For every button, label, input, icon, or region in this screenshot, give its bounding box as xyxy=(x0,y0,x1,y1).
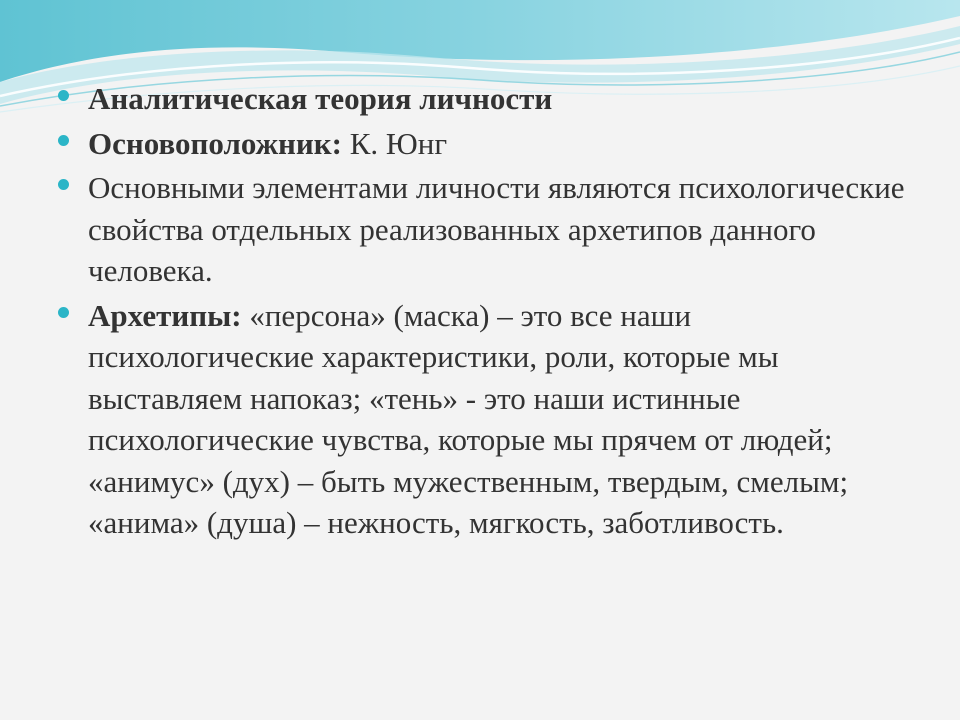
bullet-bold-text: Архетипы: xyxy=(88,297,242,333)
bullet-item-theory xyxy=(58,78,918,120)
bullet-text: «персона» (маска) – это все наши психологические характеристики, роли, которые мы выставляем напоказ; «тень» - это наши истинные психологические чувства, которые мы прячем от людей; «анимус» (дух) – быть мужественным, твердым, смелым; «анима» (душа) – нежность, мягкость, заботливость. xyxy=(88,297,849,540)
bullet-item-elements xyxy=(58,167,918,292)
bullet-dot-icon xyxy=(58,90,69,101)
bullet-dot-icon xyxy=(58,307,69,318)
bullet-text: Основными элементами личности являются психологические свойства отдельных реализованных архетипов данного человека. xyxy=(88,170,905,288)
slide-content xyxy=(58,78,918,547)
bullet-text: К. Юнг xyxy=(341,125,448,161)
bullet-item-founder xyxy=(58,123,918,165)
bullet-bold-text: Основоположник: xyxy=(88,125,342,161)
bullet-bold-text: Аналитическая теория личности xyxy=(88,81,553,116)
bullet-dot-icon xyxy=(58,179,69,190)
bullet-item-archetypes xyxy=(58,295,918,544)
bullet-dot-icon xyxy=(58,135,69,146)
